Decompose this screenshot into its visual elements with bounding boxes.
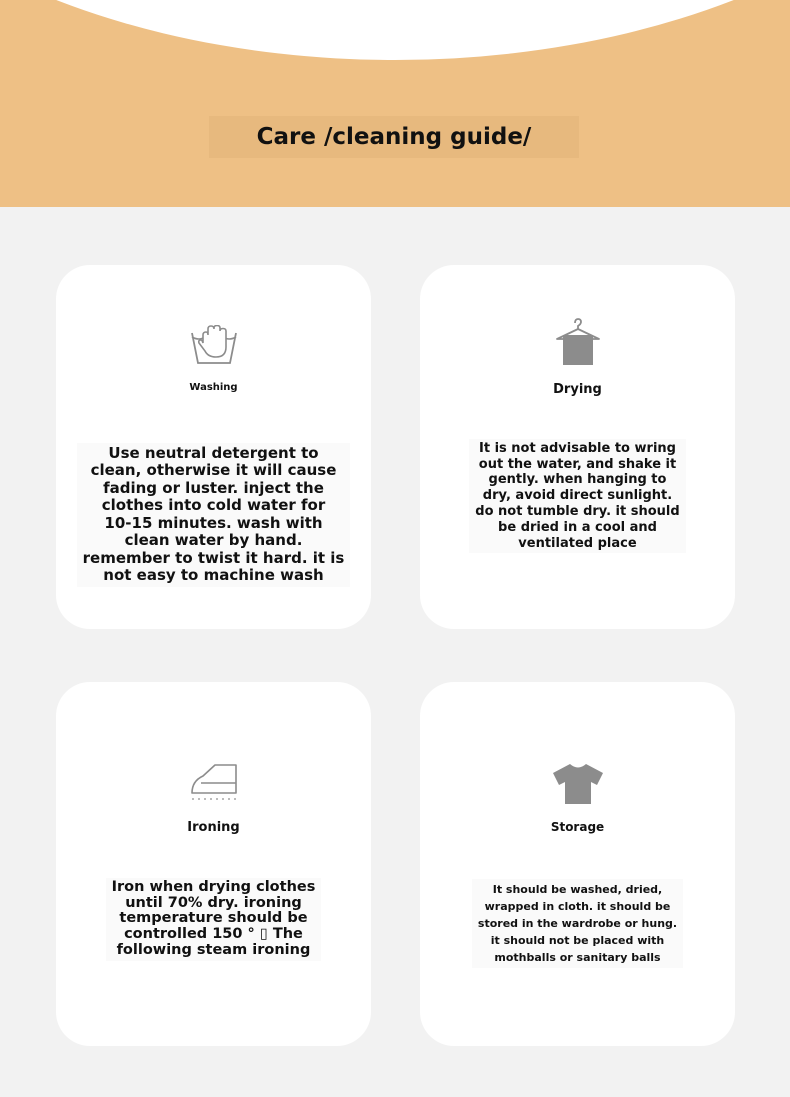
- card-description: Use neutral detergent to clean, otherwise it will cause fading or luster. inject the clothes into cold water for 10-15 minutes. wash with clean water by hand. remember to twist it hard. it is not easy to machine wash: [77, 443, 351, 587]
- card-description: It is not advisable to wring out the water, and shake it gently. when hanging to dry, avoid direct sunlight. do not tumble dry. it should be dried in a cool and ventilated place: [469, 439, 685, 554]
- card-description: It should be washed, dried, wrapped in cloth. it should be stored in the wardrobe or hung. it should not be placed with mothballs or sanitary balls: [472, 879, 683, 968]
- card-label: Drying: [553, 382, 602, 397]
- card-ironing: [56, 682, 371, 1046]
- card-body-text: [440, 862, 715, 968]
- card-storage: [420, 682, 735, 1046]
- header-arc: [0, 0, 790, 60]
- card-body-text: [440, 423, 715, 553]
- card-description: Iron when drying clothes until 70% dry. ironing temperature should be controlled 150 ° ▯ The following steam ironing: [106, 878, 322, 961]
- iron-icon: [189, 763, 239, 801]
- page-title: Care /cleaning guide/: [256, 124, 532, 150]
- header-banner: [0, 0, 790, 207]
- hand-wash-icon: [189, 325, 239, 367]
- card-body-text: [76, 425, 351, 587]
- title-box: [209, 116, 579, 158]
- card-drying: [420, 265, 735, 629]
- hanger-dry-icon: [555, 318, 601, 366]
- card-body-text: [76, 862, 351, 961]
- card-label: Storage: [550, 820, 605, 834]
- card-label: Washing: [189, 382, 238, 393]
- card-label: Ironing: [187, 820, 240, 835]
- tshirt-storage-icon: [552, 763, 604, 805]
- card-washing: [56, 265, 371, 629]
